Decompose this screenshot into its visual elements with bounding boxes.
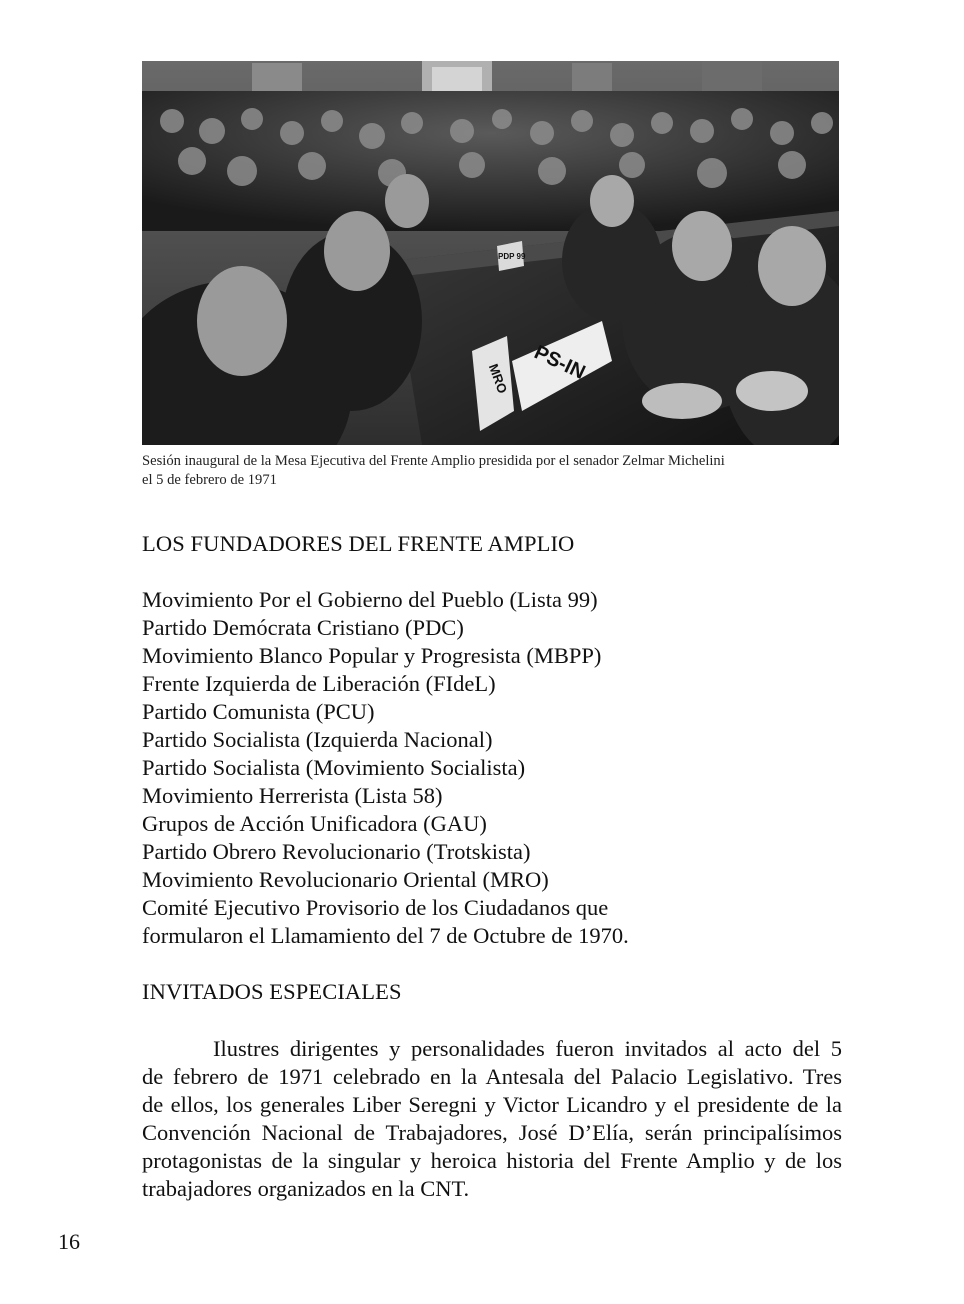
list-item: Movimiento Blanco Popular y Progresista (MBPP) <box>142 643 602 668</box>
list-item: Partido Demócrata Cristiano (PDC) <box>142 615 464 640</box>
page-number: 16 <box>58 1229 80 1254</box>
paragraph-line: protagonistas de la singular y heroica historia del Frente Amplio y de los <box>142 1148 842 1173</box>
list-item: Grupos de Acción Unificadora (GAU) <box>142 811 487 836</box>
list-item: Frente Izquierda de Liberación (FIdeL) <box>142 671 496 696</box>
paragraph-line: trabajadores organizados en la CNT. <box>142 1176 470 1201</box>
sign-label-mro: MRO <box>485 361 511 396</box>
list-item: Partido Socialista (Movimiento Socialista) <box>142 755 526 780</box>
list-item: Comité Ejecutivo Provisorio de los Ciudadanos que <box>142 895 609 920</box>
founders-list <box>142 586 842 950</box>
list-item: Partido Socialista (Izquierda Nacional) <box>142 727 493 752</box>
paragraph-line: Ilustres dirigentes y personalidades fueron invitados al acto del 5 <box>213 1036 842 1061</box>
photo-caption <box>142 452 842 490</box>
guests-paragraph <box>142 1035 842 1203</box>
paragraph-line: de febrero de 1971 celebrado en la Antesala del Palacio Legislativo. Tres <box>142 1064 842 1089</box>
list-item: Partido Obrero Revolucionario (Trotskista) <box>142 839 531 864</box>
list-item: Movimiento Herrerista (Lista 58) <box>142 783 443 808</box>
meeting-photo <box>142 61 839 445</box>
photo-illustration <box>142 61 839 445</box>
sign-label-pdp: PDP 99 <box>498 252 526 261</box>
sign-label-ps-in: PS-IN <box>530 341 589 384</box>
caption-line: el 5 de febrero de 1971 <box>142 472 277 488</box>
caption-line: Sesión inaugural de la Mesa Ejecutiva del Frente Amplio presidida por el senador Zelmar Michelini <box>142 453 725 469</box>
founders-heading: LOS FUNDADORES DEL FRENTE AMPLIO <box>142 531 575 556</box>
paragraph-line: de ellos, los generales Liber Seregni y Victor Licandro y el presidente de la <box>142 1092 842 1117</box>
list-item: Partido Comunista (PCU) <box>142 699 375 724</box>
list-item: formularon el Llamamiento del 7 de Octubre de 1970. <box>142 923 629 948</box>
list-item: Movimiento Por el Gobierno del Pueblo (Lista 99) <box>142 587 598 612</box>
guests-heading: INVITADOS ESPECIALES <box>142 979 402 1004</box>
paragraph-line: Convención Nacional de Trabajadores, José D’Elía, serán principalísimos <box>142 1120 842 1145</box>
list-item: Movimiento Revolucionario Oriental (MRO) <box>142 867 549 892</box>
